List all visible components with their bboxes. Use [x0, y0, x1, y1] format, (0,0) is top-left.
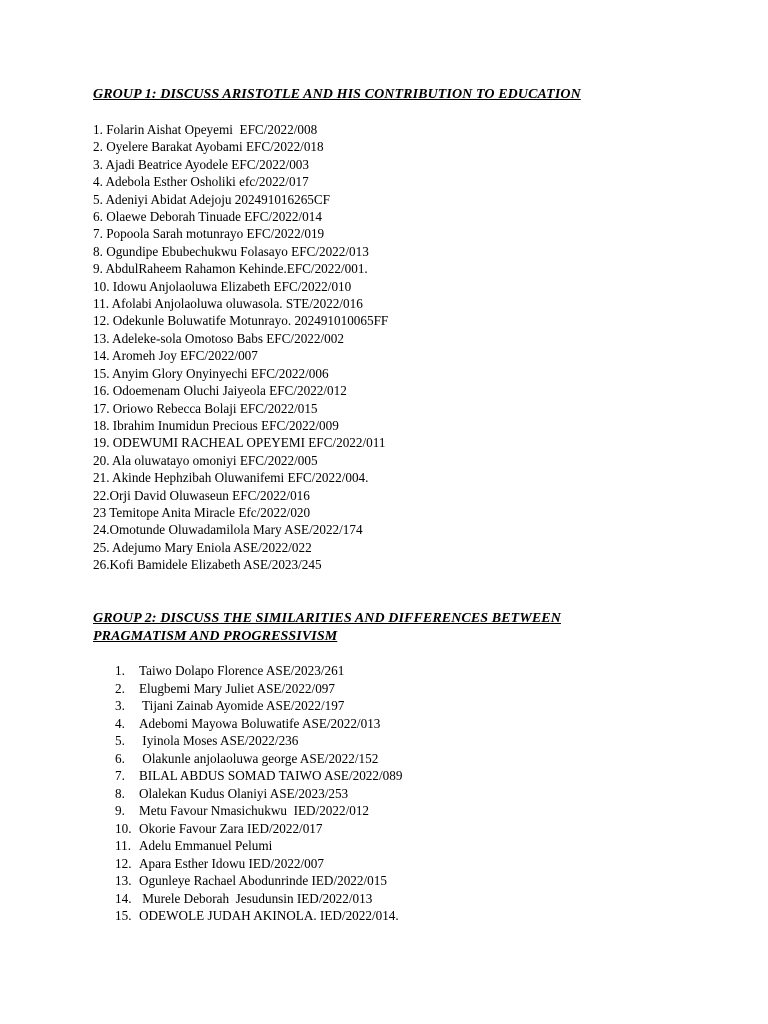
list-item: 19. ODEWUMI RACHEAL OPEYEMI EFC/2022/011 — [93, 435, 386, 451]
list-item: 20. Ala oluwatayo omoniyi EFC/2022/005 — [93, 452, 318, 468]
list-item: 18. Ibrahim Inumidun Precious EFC/2022/009 — [93, 417, 339, 433]
list-item-text: Apara Esther Idowu IED/2022/007 — [139, 855, 324, 871]
list-item: 7. Popoola Sarah motunrayo EFC/2022/019 — [93, 226, 325, 242]
list-item-text: Adebomi Mayowa Boluwatife ASE/2022/013 — [139, 715, 381, 731]
list-item-number: 13. — [115, 873, 132, 888]
list-item-number: 11. — [115, 838, 131, 853]
list-item: 21. Akinde Hephzibah Oluwanifemi EFC/2022/004. — [93, 470, 369, 486]
list-item: 13. Adeleke-sola Omotoso Babs EFC/2022/002 — [93, 330, 344, 346]
list-item-number: 4. — [115, 715, 125, 731]
list-item-text: Olakunle anjolaoluwa george ASE/2022/152 — [139, 750, 379, 766]
list-item: 15. Anyim Glory Onyinyechi EFC/2022/006 — [93, 365, 329, 381]
group2-heading — [93, 610, 561, 646]
list-item: 12. Odekunle Boluwatife Motunrayo. 202491010065FF — [93, 313, 389, 329]
list-item: 22.Orji David Oluwaseun EFC/2022/016 — [93, 487, 310, 503]
list-item-number: 12. — [115, 855, 132, 871]
list-item-text: Olalekan Kudus Olaniyi ASE/2023/253 — [139, 785, 349, 801]
list-item-text: ODEWOLE JUDAH AKINOLA. IED/2022/014. — [139, 908, 399, 923]
list-item: 23 Temitope Anita Miracle Efc/2022/020 — [93, 504, 311, 520]
list-item: 17. Oriowo Rebecca Bolaji EFC/2022/015 — [93, 400, 318, 416]
list-item: 5. Adeniyi Abidat Adejoju 202491016265CF — [93, 191, 331, 207]
group1-heading: GROUP 1: DISCUSS ARISTOTLE AND HIS CONTRIBUTION TO EDUCATION — [93, 87, 581, 102]
list-item-number: 7. — [115, 768, 125, 783]
list-item-text: BILAL ABDUS SOMAD TAIWO ASE/2022/089 — [139, 768, 403, 783]
list-item: 25. Adejumo Mary Eniola ASE/2022/022 — [93, 539, 312, 555]
list-item-number: 14. — [115, 890, 132, 906]
list-item: 26.Kofi Bamidele Elizabeth ASE/2023/245 — [93, 557, 322, 573]
list-item-number: 3. — [115, 698, 125, 713]
list-item: 4. Adebola Esther Osholiki efc/2022/017 — [93, 174, 309, 190]
list-item-number: 8. — [115, 785, 125, 801]
list-item-text: Adelu Emmanuel Pelumi — [139, 838, 273, 853]
list-item-number: 10. — [115, 820, 132, 836]
list-item-number: 15. — [115, 908, 132, 923]
list-item: 1. Folarin Aishat Opeyemi EFC/2022/008 — [93, 122, 318, 137]
list-item-number: 5. — [115, 733, 125, 748]
list-item: 24.Omotunde Oluwadamilola Mary ASE/2022/174 — [93, 522, 363, 538]
group1-member-list — [93, 121, 388, 574]
list-item: 10. Idowu Anjolaoluwa Elizabeth EFC/2022/010 — [93, 278, 352, 294]
list-item: 16. Odoemenam Oluchi Jaiyeola EFC/2022/012 — [93, 383, 347, 399]
list-item-number: 2. — [115, 680, 125, 696]
group2-heading-line1: GROUP 2: DISCUSS THE SIMILARITIES AND DIFFERENCES BETWEEN — [93, 611, 561, 626]
list-item-text: Murele Deborah Jesudunsin IED/2022/013 — [139, 890, 373, 906]
list-item-text: Ogunleye Rachael Abodunrinde IED/2022/015 — [139, 873, 387, 888]
list-item-text: Elugbemi Mary Juliet ASE/2022/097 — [139, 680, 335, 696]
list-item: 6. Olaewe Deborah Tinuade EFC/2022/014 — [93, 209, 322, 225]
list-item-text: Taiwo Dolapo Florence ASE/2023/261 — [139, 663, 345, 678]
list-item: 11. Afolabi Anjolaoluwa oluwasola. STE/2022/016 — [93, 296, 363, 312]
list-item-text: Metu Favour Nmasichukwu IED/2022/012 — [139, 803, 370, 818]
list-item-number: 1. — [115, 663, 125, 678]
list-item-text: Okorie Favour Zara IED/2022/017 — [139, 820, 323, 836]
list-item-text: Tijani Zainab Ayomide ASE/2022/197 — [139, 698, 345, 713]
list-item-text: Iyinola Moses ASE/2022/236 — [139, 733, 299, 748]
group2-heading-line2: PRAGMATISM AND PROGRESSIVISM — [93, 629, 338, 644]
list-item: 8. Ogundipe Ebubechukwu Folasayo EFC/2022/013 — [93, 243, 369, 259]
list-item: 9. AbdulRaheem Rahamon Kehinde.EFC/2022/001. — [93, 261, 368, 277]
list-item: 14. Aromeh Joy EFC/2022/007 — [93, 348, 258, 364]
list-item-number: 9. — [115, 803, 125, 818]
list-item: 2. Oyelere Barakat Ayobami EFC/2022/018 — [93, 139, 324, 155]
list-item-number: 6. — [115, 750, 125, 766]
list-item: 3. Ajadi Beatrice Ayodele EFC/2022/003 — [93, 156, 309, 172]
